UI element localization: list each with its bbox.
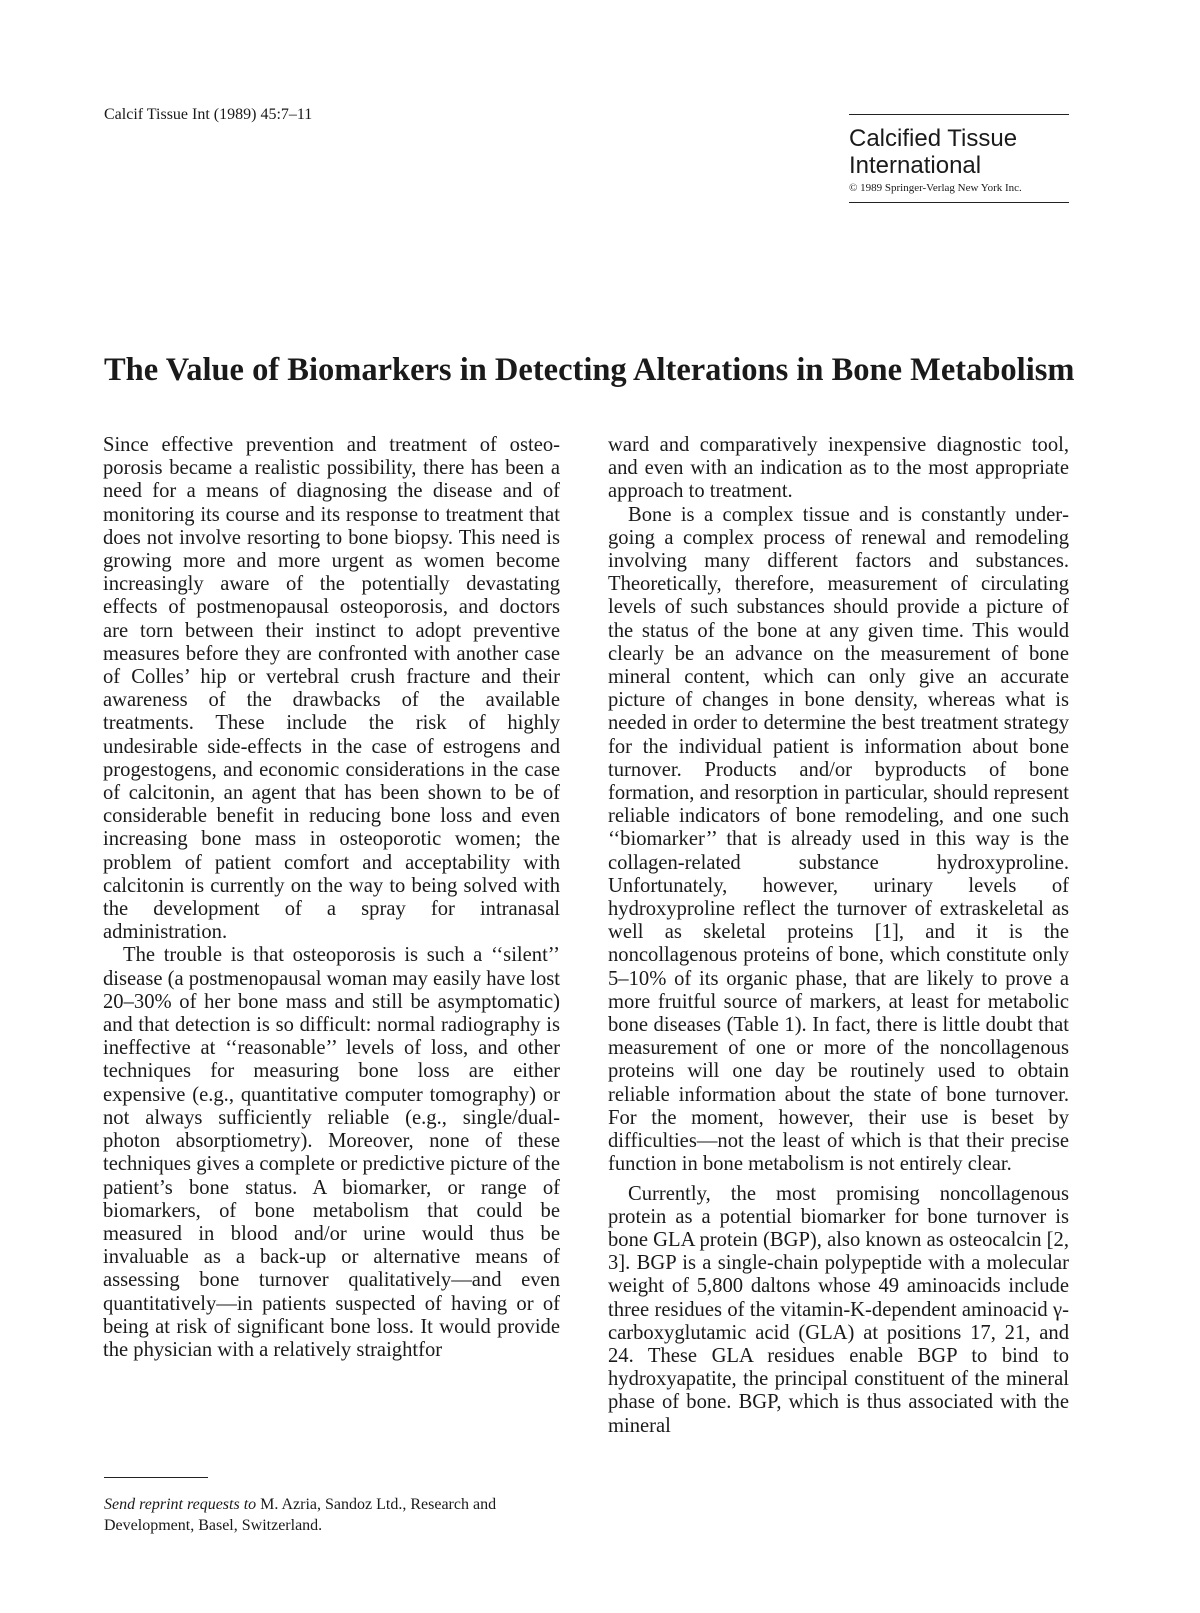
paragraph: Bone is a complex tissue and is constantly undergoing a complex process of renewal and remodeling involving many different factors and substances. Theoretically, therefore, measurement of circulating levels of such substances should provide a picture of the status of the bone at any given time. This would clearly be an advance on the measurement of bone mineral content, which can only give an accurate picture of changes in bone density, whereas what is needed in order to determine the best treatment strategy for the individual patient is information about bone turnover. Products and/or byproducts of bone formation, and resorption in particular, should represent reliable indicators of bone remodeling, and one such ‘‘biomarker’’ that is already used in this way is the collagen-related substance hydroxyproline. Unfortunately, however, urinary levels of hydroxyproline reflect the turnover of extraskeletal as well as skeletal proteins [1], and it is the noncollagenous proteins of bone, which constitute only 5–10% of its organic phase, that are likely to prove a more fruitful source of markers, at least for metabolic bone diseases (Table 1). In fact, there is little doubt that measurement of one or more of the noncollagenous proteins will one day be routinely used to obtain reliable information about the state of bone turnover. For the moment, however, their use is beset by difficulties—not the least of which is that their precise function in bone metabolism is not entirely clear. bbox=[608, 503, 1069, 1176]
footnote-label: Send reprint requests to bbox=[104, 1496, 257, 1513]
paragraph: ward and comparatively inexpensive diagnostic tool, and even with an indication as to the most appropriate approach to treatment. bbox=[608, 434, 1069, 503]
journal-name-line1: Calcified Tissue bbox=[849, 125, 1018, 152]
paragraph: The trouble is that osteoporosis is such a ‘‘silent’’ disease (a postmenopausal woman may easily have lost 20–30% of her bone mass and still be asymptomatic) and that detection is so difficult: normal radiography is ineffective at ‘‘reasonable’’ levels of loss, and other techniques for measuring bone loss are either expensive (e.g., quantitative computer tomography) or not always sufficiently reliable (e.g., single/dual-photon absorptiometry). Moreover, none of these techniques gives a complete or predictive picture of the patient’s bone status. A biomarker, or range of biomarkers, of bone metabolism that could be measured in blood and/or urine would thus be invaluable as a back-up or alternative means of assessing bone turnover qualitatively—and even quantitatively—in patients suspected of having or of being at risk of significant bone loss. It would provide the physician with a relatively straightfor bbox=[103, 944, 560, 1361]
article-title: The Value of Biomarkers in Detecting Alterations in Bone Metabolism bbox=[104, 352, 1075, 388]
journal-name-line2: International bbox=[849, 152, 982, 179]
paragraph: Since effective prevention and treatment of osteoporosis became a realistic possibility, there has been a need for a means of diagnosing the disease and of monitoring its course and its response to treatment that does not involve resorting to bone biopsy. This need is growing more and more urgent as women become increasingly aware of the potentially devastating effects of postmenopausal osteoporosis, and doctors are torn between their instinct to adopt preventive measures before they are confronted with another case of Colles’ hip or vertebral crush fracture and their awareness of the drawbacks of the available treatments. These include the risk of highly undesirable side-effects in the case of estrogens and progestogens, and economic considerations in the case of calcitonin, an agent that has been shown to be of considerable benefit in reducing bone loss and even increasing bone mass in osteoporotic women; the problem of patient comfort and acceptability with calcitonin is currently on the way to being solved with the development of a spray for intranasal administration. bbox=[103, 434, 560, 944]
paragraph: Currently, the most promising noncollagenous protein as a potential biomarker for bone turnover is bone GLA protein (BGP), also known as osteocalcin [2, 3]. BGP is a single-chain polypeptide with a molecular weight of 5,800 daltons whose 49 aminoacids include three residues of the vitamin-K-dependent aminoacid γ-carboxyglutamic acid (GLA) at positions 17, 21, and 24. These GLA residues enable BGP to bind to hydroxyapatite, the principal constituent of the mineral phase of bone. BGP, which is thus associated with the mineral bbox=[608, 1182, 1069, 1437]
footnote-text: M. Azria, Sandoz Ltd., Research and Development, Basel, Switzerland. bbox=[104, 1496, 497, 1534]
footnote bbox=[104, 1494, 560, 1536]
journal-citation: Calcif Tissue Int (1989) 45:7–11 bbox=[104, 106, 313, 123]
footnote-divider bbox=[104, 1477, 208, 1478]
right-text-column bbox=[608, 434, 1069, 1438]
copyright-notice: © 1989 Springer-Verlag New York Inc. bbox=[849, 182, 1022, 194]
left-text-column bbox=[103, 434, 560, 1362]
journal-masthead bbox=[849, 114, 1069, 203]
